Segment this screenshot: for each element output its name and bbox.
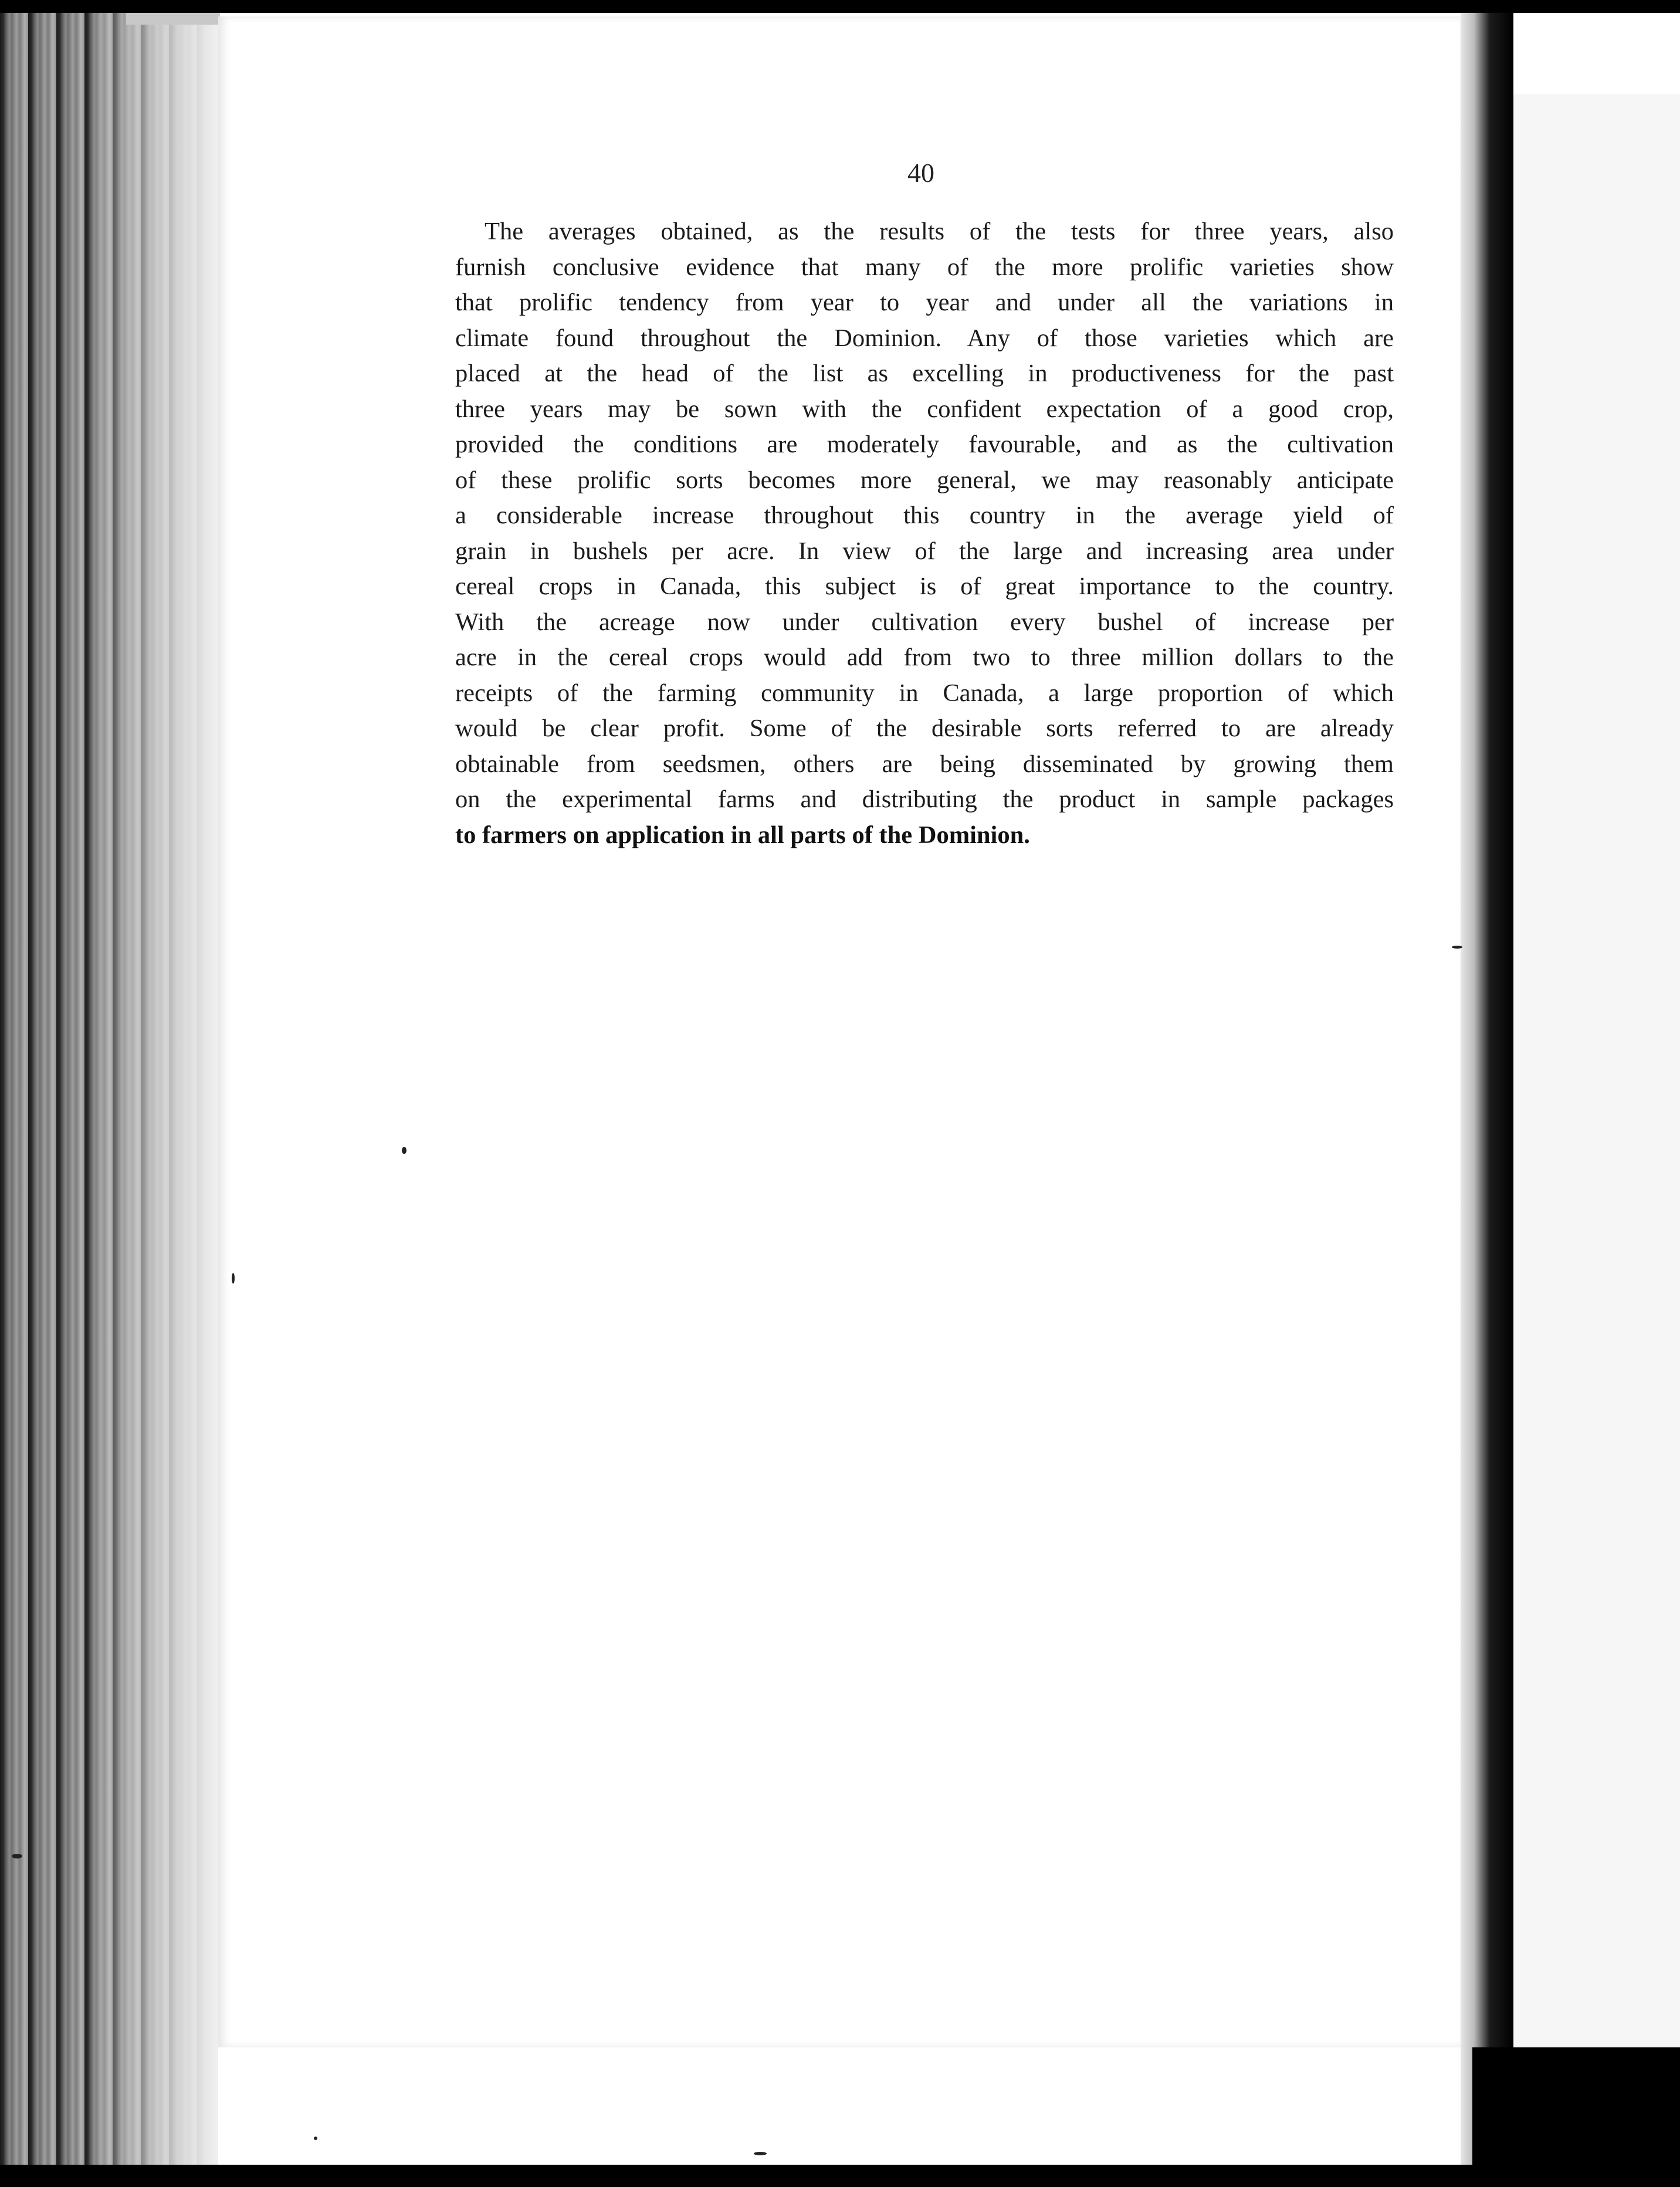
text-line: to farmers on application in all parts of the Dominion. (455, 821, 1030, 849)
book-gutter (1461, 0, 1513, 2187)
text-line: that prolific tendency from year to year and under all the variations in (455, 289, 1394, 316)
body-paragraph (455, 214, 1394, 853)
text-line: cereal crops in Canada, this subject is of great importance to the country. (455, 573, 1394, 600)
text-line: placed at the head of the list as excelling in productiveness for the past (455, 360, 1394, 387)
text-line: grain in bushels per acre. In view of the large and increasing area under (455, 537, 1394, 565)
text-line: three years may be sown with the confident expectation of a good crop, (455, 395, 1394, 423)
page-number: 40 (907, 158, 934, 188)
text-line: provided the conditions are moderately favourable, and as the cultivation (455, 431, 1394, 458)
text-line: With the acreage now under cultivation every bushel of increase per (455, 608, 1394, 636)
text-line: acre in the cereal crops would add from two to three million dollars to the (455, 644, 1394, 671)
text-line: on the experimental farms and distributing the product in sample packages (455, 786, 1394, 813)
scan-border-right (1472, 2047, 1680, 2165)
facing-page-edge (1513, 94, 1680, 2047)
text-line: obtainable from seedsmen, others are being disseminated by growing them (455, 750, 1394, 778)
scan-border-top (0, 0, 1680, 13)
scan-border-bottom (0, 2165, 1680, 2187)
text-line: furnish conclusive evidence that many of the more prolific varieties show (455, 253, 1394, 281)
text-line: of these prolific sorts becomes more general, we may reasonably anticipate (455, 466, 1394, 494)
page-edge-shading (94, 0, 218, 2187)
text-line: a considerable increase throughout this country in the average yield of (455, 502, 1394, 529)
text-line: receipts of the farming community in Canada, a large proportion of which (455, 679, 1394, 707)
text-line: The averages obtained, as the results of the tests for three years, also (485, 218, 1394, 245)
text-line: climate found throughout the Dominion. Any of those varieties which are (455, 324, 1394, 352)
text-line: would be clear profit. Some of the desirable sorts referred to are already (455, 715, 1394, 742)
